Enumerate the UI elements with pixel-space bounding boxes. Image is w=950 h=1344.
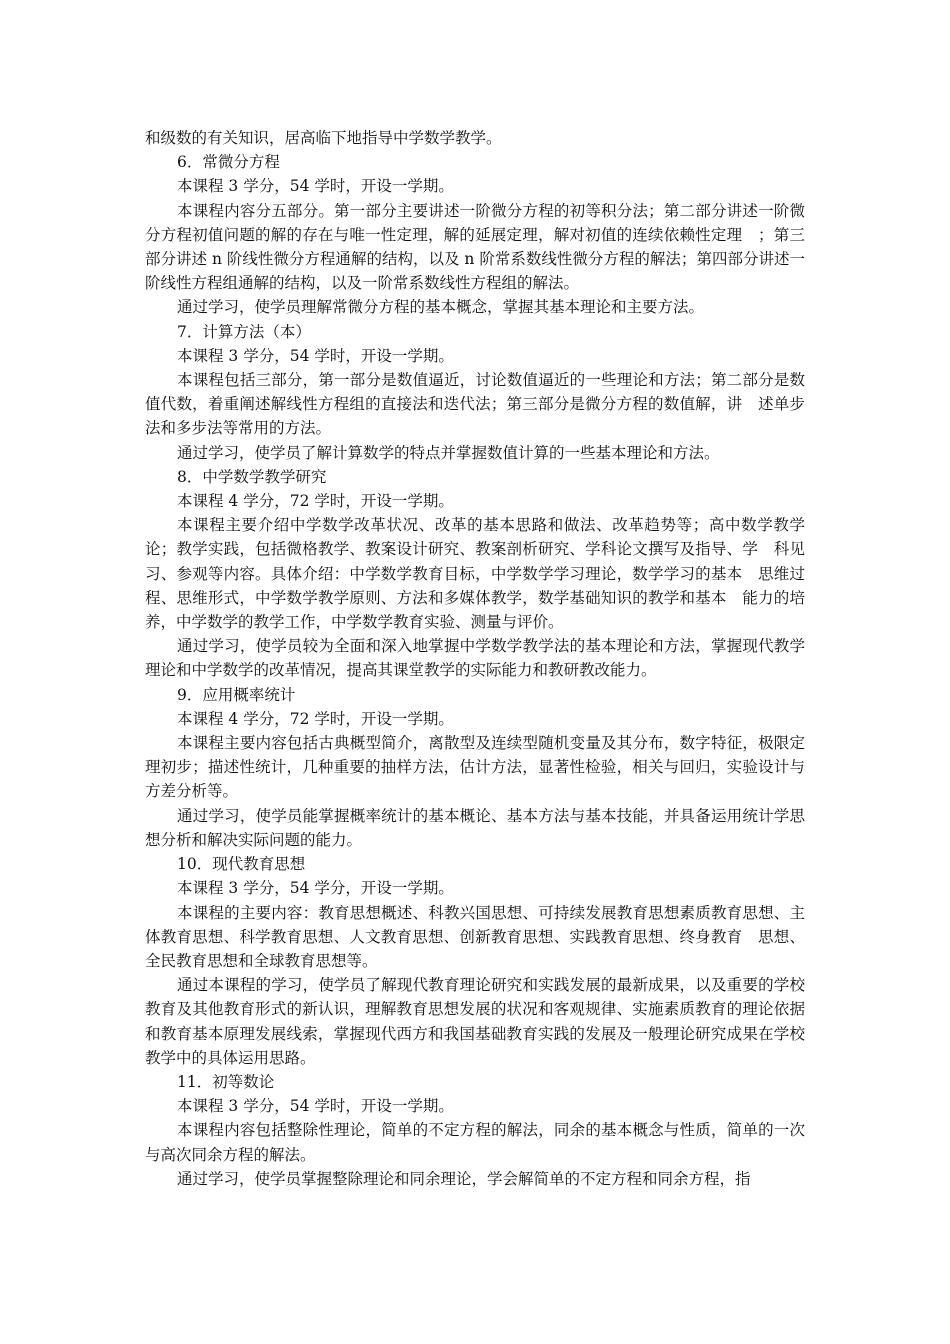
section-heading: 9．应用概率统计 xyxy=(177,685,296,704)
body-paragraph: 本课程内容分五部分。第一部分主要讲述一阶微分方程的初等积分法；第二部分讲述一阶微分方程初值问题的解的存在与唯一性定理，解的延展定理，解对初值的连续依赖性定理 ；第三部分讲述 n 阶线性微分方程通解的结构，以及 n 阶常系数线性微分方程的解法；第四部分讲述一阶线性方程组通解的结构，以及一阶常系数线性方程组的解法。 xyxy=(145,201,805,293)
body-paragraph: 本课程 3 学分，54 学时，开设一学期。 xyxy=(177,1097,454,1116)
body-paragraph: 本课程主要介绍中学数学改革状况、改革的基本思路和做法、改革趋势等；高中数学教学论；教学实践，包括微格教学、教案设计研究、教案剖析研究、学科论文撰写及指导、学 科见习、参观等内容。具体介绍：中学数学教育目标，中学数学学习理论，数学学习的基本 思维过程、思维形式，中学数学教学原则、方法和多媒体教学，数学基础知识的教学和基本 能力的培养，中学数学的教学工作，中学数学教育实验、测量与评价。 xyxy=(145,516,805,632)
body-paragraph: 本课程的主要内容：教育思想概述、科教兴国思想、可持续发展教育思想素质教育思想、主体教育思想、科学教育思想、人文教育思想、创新教育思想、实践教育思想、终身教育 思想、全民教育思想和全球教育思想等。 xyxy=(145,903,805,970)
body-paragraph: 通过学习，使学员理解常微分方程的基本概念，掌握其基本理论和主要方法。 xyxy=(177,298,705,317)
continuation-paragraph: 和级数的有关知识，居高临下地指导中学数学教学。 xyxy=(145,129,502,147)
body-paragraph: 本课程 3 学分，54 学时，开设一学期。 xyxy=(177,346,454,365)
body-paragraph: 通过学习，使学员能掌握概率统计的基本概论、基本方法与基本技能，并具备运用统计学思想分析和解决实际问题的能力。 xyxy=(145,806,805,849)
body-paragraph: 本课程主要内容包括古典概型简介，离散型及连续型随机变量及其分布，数字特征，极限定理初步；描述性统计，几种重要的抽样方法，估计方法，显著性检验，相关与回归，实验设计与方差分析等。 xyxy=(145,734,805,801)
body-paragraph: 本课程 4 学分，72 学时，开设一学期。 xyxy=(177,709,454,728)
body-paragraph: 本课程内容包括整除性理论，简单的不定方程的解法，同余的基本概念与性质，简单的一次与高次同余方程的解法。 xyxy=(145,1121,805,1164)
body-paragraph: 通过学习，使学员了解计算数学的特点并掌握数值计算的一些基本理论和方法。 xyxy=(177,443,720,462)
body-paragraph: 通过学习，使学员掌握整除理论和同余理论，学会解简单的不定方程和同余方程，指 xyxy=(177,1169,751,1188)
body-paragraph: 本课程包括三部分，第一部分是数值逼近，讨论数值逼近的一些理论和方法；第二部分是数值代数，着重阐述解线性方程组的直接法和迭代法；第三部分是微分方程的数值解，讲 述单步法和多步法等常用的方法。 xyxy=(145,371,805,438)
section-heading: 10．现代教育思想 xyxy=(177,855,306,874)
section-heading: 11．初等数论 xyxy=(177,1072,275,1091)
body-paragraph: 本课程 3 学分，54 学分，开设一学期。 xyxy=(177,879,454,898)
document-body xyxy=(145,126,805,1191)
body-paragraph: 本课程 3 学分，54 学时，开设一学期。 xyxy=(177,177,454,196)
body-paragraph: 本课程 4 学分，72 学时，开设一学期。 xyxy=(177,492,454,511)
section-heading: 8．中学数学教学研究 xyxy=(177,467,327,486)
body-paragraph: 通过学习，使学员较为全面和深入地掌握中学数学教学法的基本理论和方法，掌握现代教学理论和中学数学的改革情况，提高其课堂教学的实际能力和教研教改能力。 xyxy=(145,637,805,680)
body-paragraph: 通过本课程的学习，使学员了解现代教育理论研究和实践发展的最新成果，以及重要的学校教育及其他教育形式的新认识，理解教育思想发展的状况和客观规律、实施素质教育的理论依据和教育基本原理发展线索，掌握现代西方和我国基础教育实践的发展及一般理论研究成果在学校教学中的具体运用思路。 xyxy=(145,976,805,1067)
section-heading: 7．计算方法（本） xyxy=(177,322,311,341)
section-heading: 6．常微分方程 xyxy=(177,153,280,172)
